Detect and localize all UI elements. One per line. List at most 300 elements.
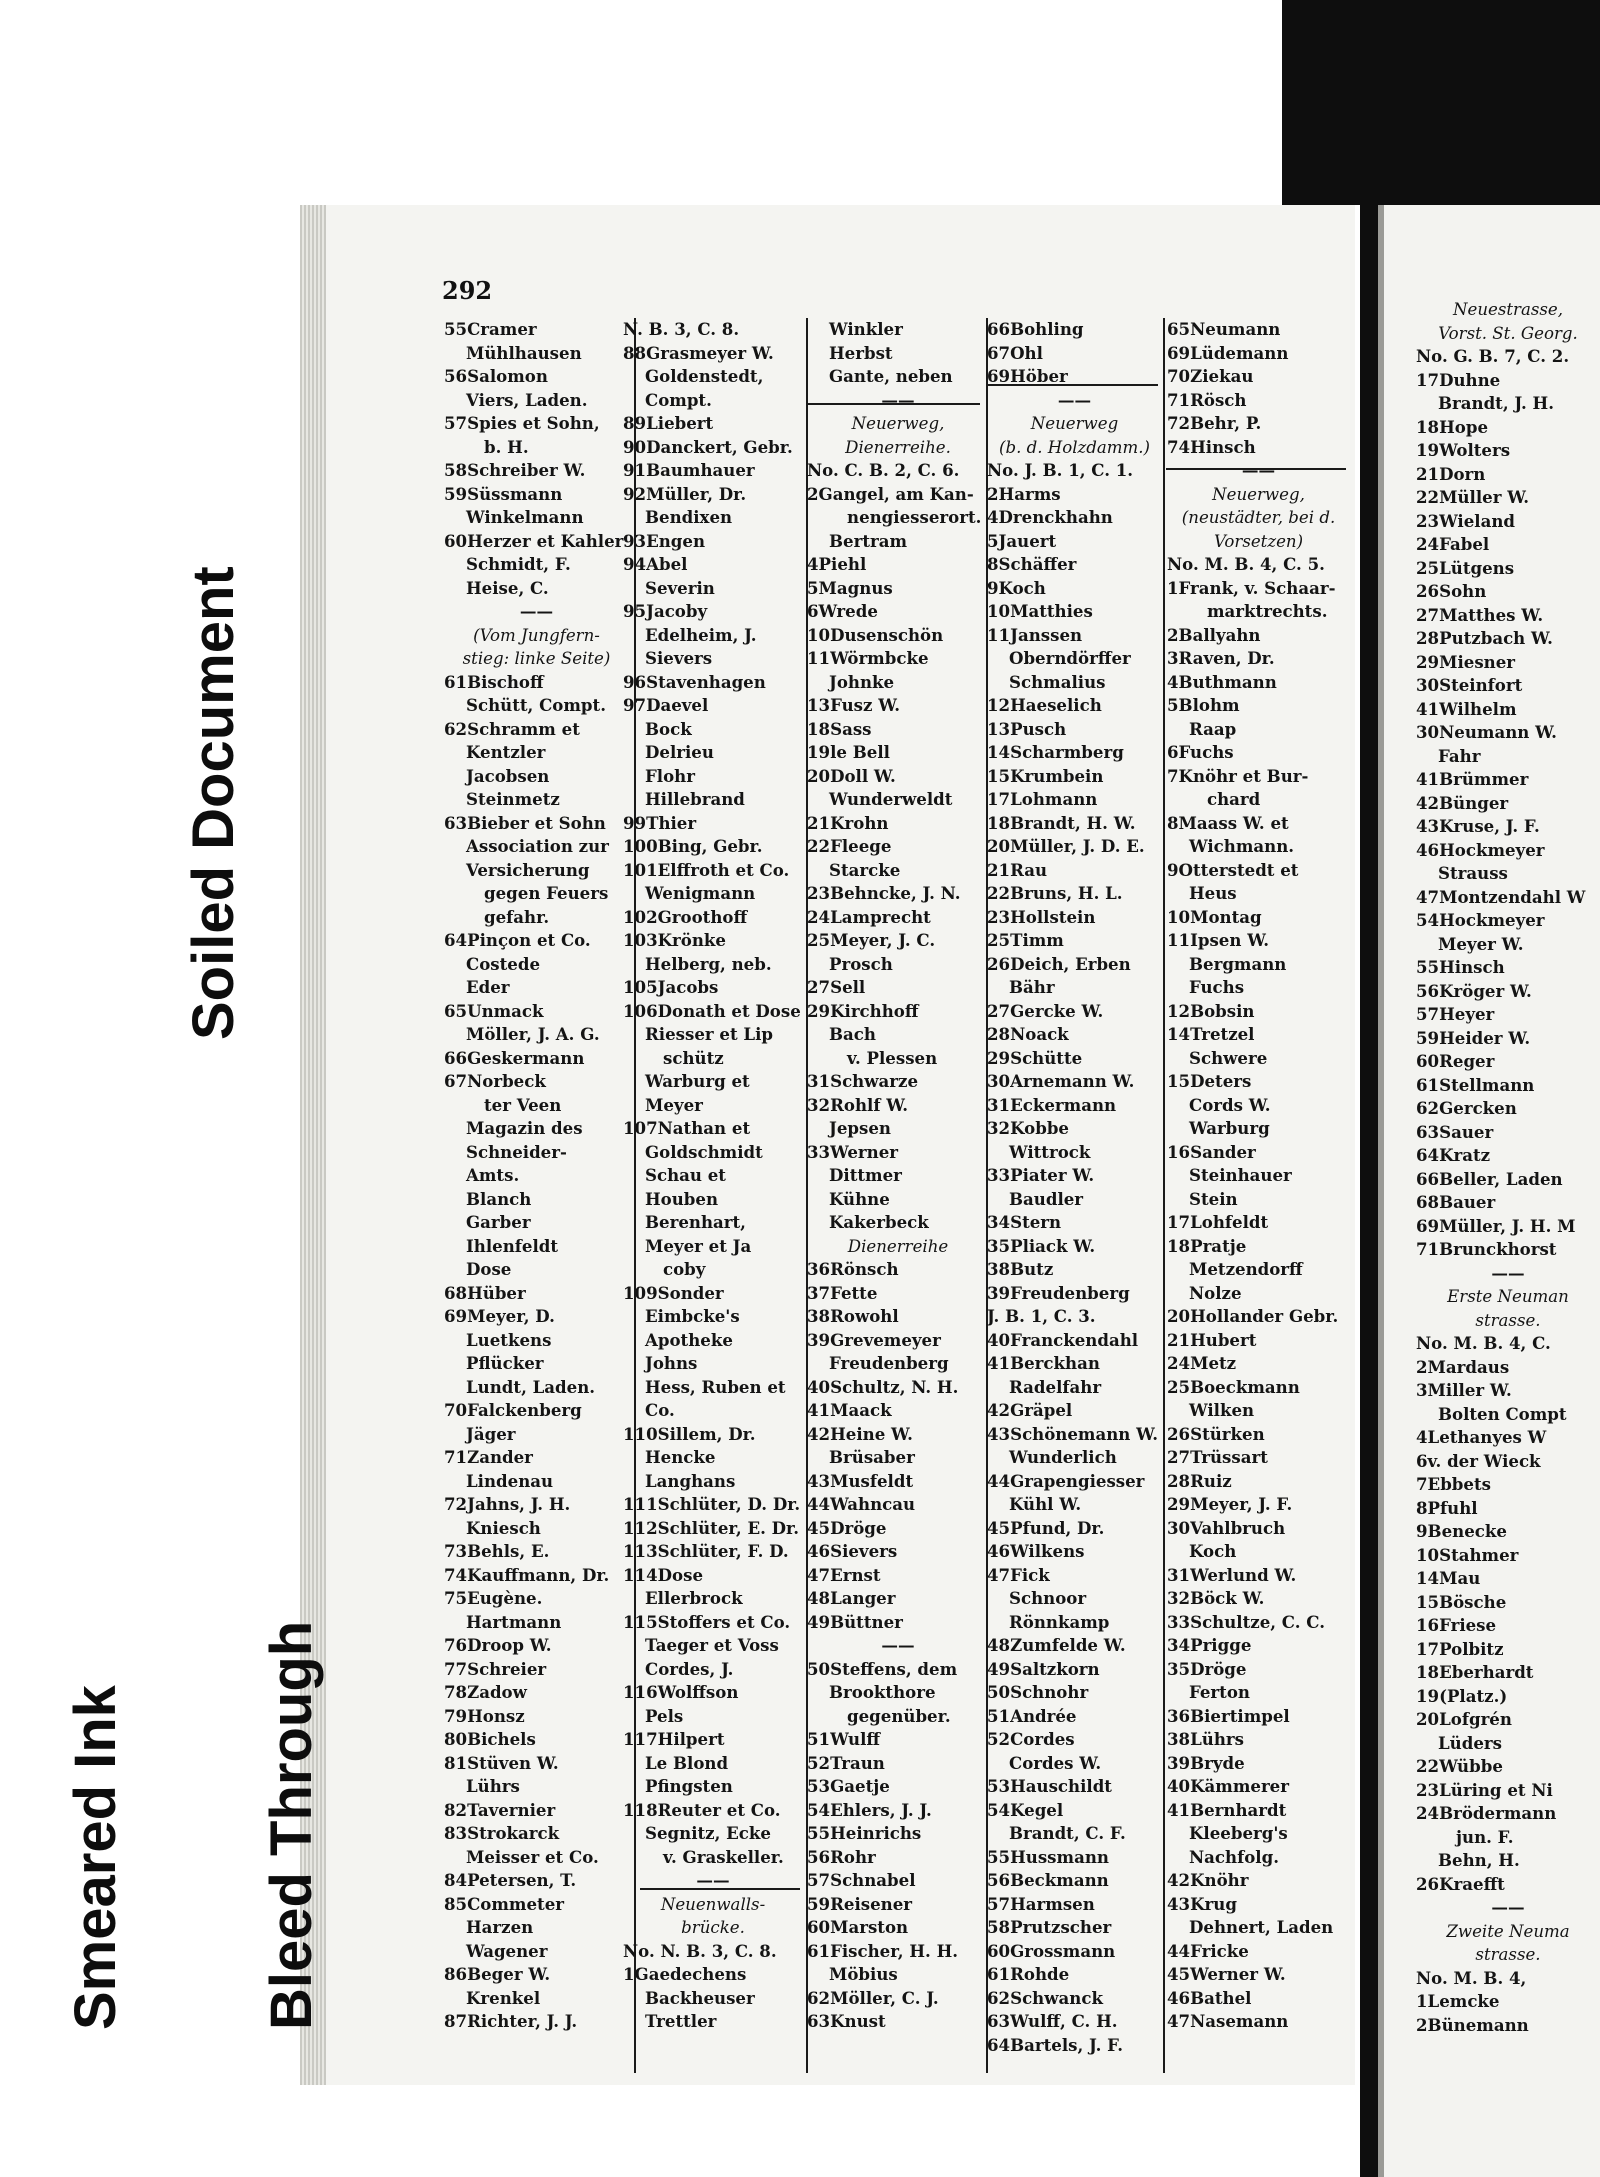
directory-entry: stieg: linke Seite) (462, 649, 611, 668)
directory-entry: 9Otterstedt et (1167, 859, 1299, 880)
directory-entry: Gante, neben (829, 366, 953, 386)
directory-entry: 71Brunckhorst (1416, 1239, 1557, 1259)
directory-entry: Taeger et Voss (645, 1635, 779, 1655)
directory-entry: 58Prutzscher (987, 1917, 1112, 1937)
directory-entry: 2Bünemann (1416, 2014, 1529, 2035)
directory-entry: 30Steinfort (1416, 675, 1523, 695)
directory-entry: 27Trüssart (1167, 1447, 1268, 1467)
directory-entry: 59Süssmann (444, 483, 563, 504)
directory-entry: 63Wulff, C. H. (987, 2011, 1118, 2031)
directory-entry: 47Fick (987, 1564, 1050, 1585)
directory-entry: Stein (1189, 1188, 1238, 1209)
directory-entry: 18Sass (807, 718, 872, 739)
directory-entry: 79Honsz (444, 1705, 525, 1726)
directory-entry: 57Schnabel (807, 1870, 916, 1890)
directory-entry: nengiesserort. (847, 507, 982, 527)
directory-entry: 52Traun (807, 1752, 885, 1773)
directory-entry: Eimbcke's (645, 1306, 740, 1326)
directory-entry: 57Heyer (1416, 1004, 1495, 1024)
directory-entry: No. J. B. 1, C. 1. (987, 460, 1134, 480)
directory-entry: 40Franckendahl (987, 1329, 1139, 1350)
directory-entry: Hess, Ruben et (645, 1376, 786, 1397)
directory-entry: Zweite Neuma (1446, 1921, 1570, 1941)
directory-entry: 60Reger (1416, 1051, 1495, 1071)
directory-entry: 47Montzendahl W (1416, 886, 1586, 907)
directory-entry: 113Schlüter, F. D. (623, 1541, 789, 1561)
directory-entry: 48Langer (807, 1588, 896, 1608)
directory-entry: Heus (1189, 883, 1237, 903)
directory-entry: 8Pfuhl (1416, 1497, 1478, 1518)
directory-column-6 (1416, 298, 1600, 2037)
directory-entry: 32Böck W. (1167, 1588, 1265, 1608)
directory-entry: 46Bathel (1167, 1987, 1252, 2008)
directory-entry: 45Werner W. (1167, 1964, 1286, 1984)
directory-entry: 54Hockmeyer (1416, 910, 1545, 930)
directory-entry: 32Rohlf W. (807, 1094, 909, 1115)
directory-entry: 49Büttner (807, 1611, 903, 1632)
directory-entry: 6Wrede (807, 601, 878, 621)
directory-entry: 24Metz (1167, 1353, 1237, 1373)
directory-entry: Schwere (1189, 1047, 1268, 1068)
directory-entry: 46Wilkens (987, 1541, 1085, 1561)
directory-entry: —— (1491, 1262, 1525, 1283)
directory-entry: 25Boeckmann (1167, 1376, 1300, 1397)
directory-entry: Pels (645, 1705, 684, 1726)
directory-entry: Johns (645, 1353, 698, 1373)
directory-entry: Apotheke (645, 1329, 733, 1350)
directory-entry: Kleeberg's (1189, 1823, 1288, 1843)
directory-entry: 30Vahlbruch (1167, 1517, 1286, 1538)
directory-entry: 29Schütte (987, 1047, 1083, 1068)
directory-entry: Cords W. (1189, 1094, 1271, 1115)
directory-entry: 105Jacobs (623, 977, 719, 997)
directory-entry: chard (1207, 789, 1261, 809)
directory-entry: 62Möller, C. J. (807, 1987, 939, 2008)
directory-entry: 78Zadow (444, 1682, 527, 1702)
directory-entry: ter Veen (484, 1094, 562, 1115)
directory-entry: Kühl W. (1009, 1494, 1082, 1514)
directory-entry: 33Piater W. (987, 1165, 1095, 1185)
directory-entry: 116Wolffson (623, 1682, 739, 1702)
directory-entry: Segnitz, Ecke (645, 1823, 771, 1843)
directory-entry: 17Lohmann (987, 789, 1098, 809)
directory-entry: 45Pfund, Dr. (987, 1517, 1105, 1538)
directory-entry: Prosch (829, 953, 893, 974)
directory-entry: 110Sillem, Dr. (623, 1423, 756, 1444)
directory-entry: Meyer (645, 1094, 703, 1115)
directory-entry: 2Harms (987, 483, 1061, 504)
directory-entry: 65Unmack (444, 1000, 544, 1021)
directory-entry: 55Hussmann (987, 1846, 1109, 1867)
directory-entry: Cordes W. (1009, 1752, 1102, 1773)
directory-entry: Riesser et Lip (645, 1024, 773, 1044)
directory-entry: Nolze (1189, 1282, 1242, 1303)
directory-entry: Schmalius (1009, 671, 1106, 692)
directory-entry: jun. F. (1456, 1826, 1514, 1847)
directory-entry: 64Bartels, J. F. (987, 2034, 1124, 2055)
directory-entry: Behn, H. (1438, 1850, 1520, 1870)
directory-entry: 10Montag (1167, 906, 1262, 927)
directory-entry: 42Knöhr (1167, 1870, 1249, 1890)
directory-entry: 12Haeselich (987, 695, 1102, 715)
directory-entry: Dienerreihe. (845, 437, 951, 457)
directory-entry: 62Schramm et (444, 718, 580, 739)
directory-entry: 21Dorn (1416, 463, 1486, 484)
directory-entry: brücke. (681, 1918, 745, 1937)
directory-entry: 85Commeter (444, 1893, 565, 1914)
directory-entry: Fahr (1438, 745, 1481, 766)
directory-entry: 17Polbitz (1416, 1638, 1504, 1659)
column-rule (1163, 318, 1165, 2073)
directory-entry: coby (663, 1259, 706, 1279)
directory-entry: 103Krönke (623, 930, 726, 950)
directory-entry: 95Jacoby (623, 601, 708, 621)
directory-entry: 10Matthies (987, 601, 1093, 621)
directory-entry: 69Lüdemann (1167, 342, 1289, 363)
directory-entry: 20Lofgrén (1416, 1709, 1512, 1729)
directory-entry: 100Bing, Gebr. (623, 836, 763, 856)
directory-entry: 99Thier (623, 812, 697, 833)
directory-entry: Wilken (1189, 1400, 1255, 1420)
directory-entry: 21Hubert (1167, 1329, 1257, 1350)
directory-entry: Brookthore (829, 1682, 936, 1702)
directory-entry: 38Rowohl (807, 1306, 899, 1326)
directory-entry: Steinmetz (466, 789, 560, 809)
directory-entry: 49Saltzkorn (987, 1658, 1100, 1679)
directory-entry: No. C. B. 2, C. 6. (807, 460, 960, 480)
directory-entry: 13Pusch (987, 718, 1067, 739)
directory-entry: Backheuser (645, 1987, 755, 2008)
directory-entry: 67Ohl (987, 342, 1043, 363)
directory-entry: 44Fricke (1167, 1940, 1249, 1961)
directory-entry: Wichmann. (1189, 836, 1295, 856)
directory-entry: Delrieu (645, 742, 714, 762)
directory-entry: Bergmann (1189, 953, 1287, 974)
directory-entry: 5Magnus (807, 577, 893, 598)
directory-entry: Koch (1189, 1541, 1237, 1561)
directory-entry: Rönnkamp (1009, 1611, 1110, 1632)
directory-entry: (neustädter, bei d. (1181, 508, 1336, 527)
directory-entry: Trettler (645, 2011, 717, 2031)
directory-entry: 53Gaetje (807, 1776, 890, 1796)
directory-entry: 58Schreiber W. (444, 460, 586, 480)
directory-entry: Brandt, J. H. (1438, 393, 1554, 413)
directory-entry: 59Heider W. (1416, 1027, 1531, 1048)
directory-entry: 9Koch (987, 577, 1046, 598)
directory-entry: 26Sohn (1416, 581, 1487, 601)
directory-column-5 (1167, 318, 1350, 2034)
directory-entry: 63Knust (807, 2011, 886, 2031)
directory-entry: 24Lamprecht (807, 906, 931, 927)
directory-entry: 16Friese (1416, 1615, 1497, 1635)
directory-entry: 9Benecke (1416, 1521, 1507, 1541)
directory-entry: 56Rohr (807, 1846, 876, 1867)
directory-entry: 14Scharmberg (987, 742, 1124, 762)
directory-entry: 39Bryde (1167, 1752, 1245, 1773)
directory-entry: schütz (663, 1047, 724, 1068)
directory-entry: (b. d. Holzdamm.) (998, 437, 1151, 457)
directory-entry: 109Sonder (623, 1282, 724, 1303)
directory-entry: 34Prigge (1167, 1635, 1252, 1655)
directory-entry: Ihlenfeldt (466, 1235, 559, 1256)
directory-entry: Steinhauer (1189, 1165, 1292, 1185)
directory-entry: 40Kämmerer (1167, 1776, 1289, 1796)
directory-entry: 63Sauer (1416, 1121, 1494, 1142)
directory-entry: 74Kauffmann, Dr. (444, 1564, 610, 1585)
directory-entry: No. M. B. 4, C. (1416, 1333, 1551, 1353)
directory-entry: Neuerweg, (1212, 484, 1305, 504)
directory-entry: No. M. B. 4, (1416, 1967, 1527, 1988)
directory-entry: v. Graskeller. (663, 1846, 784, 1867)
directory-entry: 47Nasemann (1167, 2011, 1289, 2031)
directory-entry: 83Strokarck (444, 1823, 560, 1843)
directory-entry: Ellerbrock (645, 1588, 743, 1608)
directory-entry: 66Beller, Laden (1416, 1168, 1563, 1189)
directory-entry: 29Kirchhoff (807, 1000, 919, 1021)
directory-entry: 23Behncke, J. N. (807, 883, 961, 903)
directory-entry: Viers, Laden. (466, 389, 588, 410)
directory-entry: Luetkens (466, 1329, 552, 1350)
directory-entry: Bolten Compt (1438, 1403, 1567, 1424)
directory-entry: Vorst. St. Georg. (1438, 323, 1578, 343)
directory-entry: 28Putzbach W. (1416, 628, 1553, 648)
directory-entry: 62Gercken (1416, 1098, 1517, 1118)
directory-entry: Warburg (1189, 1118, 1270, 1138)
directory-entry: 101Elffroth et Co. (623, 859, 790, 880)
directory-entry: 35Pliack W. (987, 1235, 1096, 1256)
directory-entry: 32Kobbe (987, 1118, 1069, 1138)
directory-entry: 117Hilpert (623, 1729, 725, 1749)
directory-entry: 41Wilhelm (1416, 698, 1517, 719)
directory-entry: 28Ruiz (1167, 1470, 1232, 1491)
directory-entry: 47Ernst (807, 1564, 881, 1585)
directory-entry: 43Musfeldt (807, 1470, 914, 1491)
directory-entry: 24Brödermann (1416, 1803, 1557, 1823)
directory-entry: No. M. B. 4, C. 5. (1167, 554, 1325, 574)
directory-entry: 114Dose (623, 1564, 703, 1585)
directory-entry: 60Grossmann (987, 1940, 1116, 1961)
directory-entry: Mühlhausen (466, 342, 582, 363)
directory-entry: Helberg, neb. (645, 953, 772, 974)
directory-entry: 1Lemcke (1416, 1991, 1500, 2011)
directory-entry: 11Wörmbcke (807, 648, 929, 668)
directory-entry: 111Schlüter, D. Dr. (623, 1494, 801, 1514)
directory-entry: 55Heinrichs (807, 1823, 922, 1843)
directory-entry: Association zur (466, 836, 609, 856)
directory-entry: 2Mardaus (1416, 1356, 1510, 1377)
directory-entry: 4Piehl (807, 554, 867, 574)
directory-entry: 15Deters (1167, 1071, 1252, 1091)
directory-entry: 67Norbeck (444, 1071, 546, 1091)
directory-entry: 44Grapengiesser (987, 1470, 1145, 1491)
directory-entry: 2Gangel, am Kan- (807, 483, 974, 504)
directory-entry: Sievers (645, 648, 713, 668)
directory-entry: 8Schäffer (987, 554, 1077, 574)
directory-entry: —— (881, 389, 915, 410)
directory-entry: Freudenberg (829, 1353, 949, 1373)
directory-column-4 (987, 318, 1162, 2057)
directory-entry: 27Gercke W. (987, 1000, 1104, 1021)
directory-entry: 41Brümmer (1416, 769, 1529, 789)
directory-entry: —— (1057, 389, 1092, 410)
directory-entry: 72Behr, P. (1167, 413, 1262, 433)
directory-entry: —— (519, 601, 554, 621)
directory-entry: Strauss (1438, 863, 1508, 883)
directory-entry: 39Freudenberg (987, 1282, 1130, 1303)
directory-entry: Kentzler (466, 742, 546, 762)
directory-entry: 20Hollander Gebr. (1167, 1306, 1339, 1326)
directory-entry: Kühne (829, 1188, 890, 1209)
directory-entry: 3Miller W. (1416, 1380, 1512, 1400)
directory-entry: 61Fischer, H. H. (807, 1940, 959, 1961)
directory-entry: 80Bichels (444, 1729, 536, 1749)
directory-entry: Cordes, J. (645, 1658, 734, 1679)
directory-entry: 96Stavenhagen (623, 671, 766, 692)
directory-entry: 42Heine W. (807, 1423, 913, 1444)
directory-entry: 69Müller, J. H. M (1416, 1215, 1576, 1236)
directory-entry: Winkelmann (466, 507, 584, 527)
directory-entry: Versicherung (466, 859, 590, 880)
directory-entry: 71Zander (444, 1447, 533, 1467)
directory-entry: 21Krohn (807, 812, 889, 833)
directory-entry: 27Sell (807, 977, 866, 997)
directory-entry: 66Bohling (987, 319, 1084, 339)
directory-entry: marktrechts. (1207, 601, 1328, 621)
directory-entry: 94Abel (623, 554, 688, 574)
directory-entry: 31Werlund W. (1167, 1564, 1297, 1585)
directory-entry: 40Schultz, N. H. (807, 1376, 959, 1397)
directory-entry: 10Dusenschön (807, 624, 944, 645)
directory-entry: Dose (466, 1259, 512, 1279)
directory-entry: 112Schlüter, E. Dr. (623, 1517, 800, 1538)
directory-entry: 26Deich, Erben (987, 953, 1131, 974)
directory-entry: Schmidt, F. (466, 554, 571, 574)
directory-entry: Lührs (466, 1776, 520, 1796)
directory-entry: 73Behls, E. (444, 1541, 550, 1561)
directory-entry: Wunderlich (1009, 1447, 1117, 1467)
directory-entry: 11Ipsen W. (1167, 930, 1270, 950)
directory-entry: Magazin des (466, 1118, 583, 1138)
directory-entry: 36Biertimpel (1167, 1705, 1290, 1726)
soiled-document-label: Soiled Document (181, 566, 246, 1040)
directory-entry: J. B. 1, C. 3. (987, 1306, 1096, 1326)
directory-entry: 33Werner (807, 1141, 899, 1162)
directory-entry: 4Lethanyes W (1416, 1427, 1547, 1447)
directory-entry: gegenüber. (847, 1705, 951, 1726)
directory-entry: 18Pratje (1167, 1235, 1247, 1256)
directory-entry: 102Groothoff (623, 906, 748, 927)
directory-entry: 11Janssen (987, 624, 1083, 645)
directory-entry: 7Knöhr et Bur- (1167, 765, 1309, 786)
directory-entry: 5Blohm (1167, 695, 1240, 715)
directory-entry: Meisser et Co. (466, 1846, 599, 1867)
directory-entry: 31Schwarze (807, 1071, 919, 1091)
directory-entry: 26Stürken (1167, 1423, 1265, 1444)
directory-entry: Schneider- (466, 1141, 567, 1162)
directory-entry: Möbius (829, 1964, 898, 1984)
directory-entry: 37Fette (807, 1282, 878, 1303)
directory-entry: 64Kratz (1416, 1145, 1491, 1165)
directory-entry: —— (1491, 1897, 1525, 1917)
directory-entry: 29Miesner (1416, 651, 1516, 672)
directory-entry: 53Hauschildt (987, 1776, 1112, 1796)
directory-entry: 41Berckhan (987, 1353, 1100, 1373)
directory-entry: 77Schreier (444, 1658, 547, 1679)
directory-entry: 62Schwanck (987, 1987, 1103, 2008)
directory-entry: 68Bauer (1416, 1192, 1496, 1212)
directory-entry: Raap (1189, 718, 1237, 739)
directory-entry: 17Lohfeldt (1167, 1212, 1269, 1232)
directory-entry: 30Neumann W. (1416, 722, 1557, 742)
directory-entry: 41Bernhardt (1167, 1799, 1287, 1820)
directory-entry: 36Rönsch (807, 1259, 899, 1279)
directory-entry: —— (1241, 460, 1276, 480)
smeared-ink-label: Smeared Ink (63, 1685, 128, 2030)
directory-entry: 16Sander (1167, 1141, 1256, 1162)
directory-entry: Vorsetzen) (1213, 531, 1304, 551)
directory-entry: Pfingsten (645, 1776, 733, 1796)
directory-entry: Metzendorff (1189, 1259, 1303, 1279)
directory-entry: 44Wahncau (807, 1494, 916, 1514)
directory-entry: 50Schnohr (987, 1682, 1089, 1702)
dark-scan-border-top (1282, 0, 1600, 205)
directory-entry: 35Dröge (1167, 1658, 1247, 1679)
directory-entry: Nachfolg. (1189, 1846, 1279, 1867)
directory-entry: 22Fleege (807, 836, 892, 856)
directory-entry: Flohr (645, 765, 695, 786)
directory-entry: Möller, J. A. G. (466, 1024, 600, 1044)
directory-entry: Meyer et Ja (645, 1235, 752, 1256)
directory-entry: Neuerweg (1030, 414, 1119, 433)
directory-entry: Harzen (466, 1917, 534, 1937)
directory-entry: Amts. (466, 1165, 520, 1185)
directory-entry: 3Raven, Dr. (1167, 648, 1275, 668)
directory-entry: 54Kegel (987, 1799, 1064, 1820)
directory-entry: 45Dröge (807, 1517, 887, 1538)
directory-entry: Brandt, C. F. (1009, 1823, 1126, 1843)
directory-entry: 115Stoffers et Co. (623, 1611, 791, 1632)
directory-entry: strasse. (1475, 1945, 1541, 1964)
directory-entry: 10Stahmer (1416, 1544, 1519, 1565)
directory-entry: 24Fabel (1416, 534, 1490, 554)
directory-entry: 76Droop W. (444, 1635, 552, 1655)
directory-entry: Berenhart, (645, 1212, 746, 1232)
directory-entry: 2Ballyahn (1167, 624, 1261, 645)
directory-entry: Ferton (1189, 1682, 1250, 1702)
directory-entry: 52Cordes (987, 1729, 1075, 1749)
directory-entry: 60Herzer et Kahler (444, 530, 624, 551)
directory-entry: 23Wieland (1416, 510, 1516, 531)
directory-entry: 15Bösche (1416, 1591, 1507, 1612)
directory-entry: 81Stüven W. (444, 1752, 559, 1773)
directory-entry: Compt. (645, 389, 712, 410)
directory-entry: 65Neumann (1167, 319, 1281, 339)
directory-entry: b. H. (484, 436, 529, 457)
directory-entry: 89Liebert (623, 413, 714, 433)
directory-entry: 38Butz (987, 1259, 1054, 1279)
directory-entry: 97Daevel (623, 695, 709, 715)
directory-entry: 46Sievers (807, 1541, 898, 1561)
directory-entry: Schütt, Compt. (466, 695, 606, 715)
directory-entry: Erste Neuman (1447, 1287, 1569, 1306)
directory-entry: 106Donath et Dose (623, 1000, 801, 1021)
directory-entry: 25Timm (987, 930, 1064, 950)
directory-entry: 69Höber (987, 366, 1068, 386)
directory-entry: Kakerbeck (829, 1212, 929, 1232)
page-number: 292 (442, 276, 493, 305)
directory-entry: Schau et (645, 1165, 726, 1185)
directory-entry: 118Reuter et Co. (623, 1799, 781, 1820)
